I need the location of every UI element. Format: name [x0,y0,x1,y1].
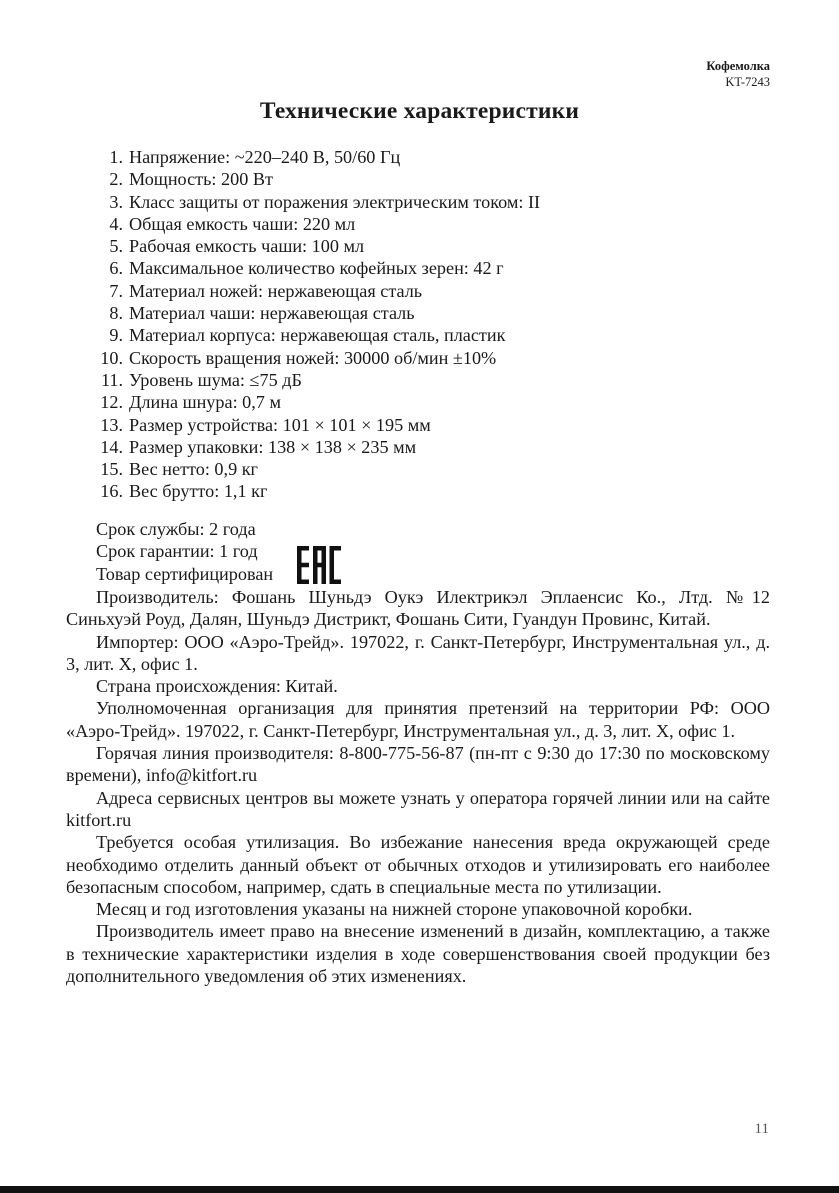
spec-text: Уровень шума: ≤75 дБ [129,369,302,390]
hotline-paragraph: Горячая линия производителя: 8-800-775-56-87 (пн-пт с 9:30 до 17:30 по московскому времени), info@kitfort.ru [66,743,770,786]
service-lifetime: Срок службы: 2 года [96,519,256,539]
spec-number: 8. [109,303,123,324]
page-title: Технические характеристики [259,98,580,124]
service-info [96,518,273,585]
spec-item [96,257,540,279]
claims-organization-paragraph: Уполномоченная организация для принятия претензий на территории РФ: ООО «Аэро-Трейд». 197022, г. Санкт-Петербург, Инструментальная ул., д. 3, лит. Х, офис 1. [66,698,770,741]
spec-item [96,414,540,436]
page-number: 11 [754,1121,769,1137]
spec-item [96,235,540,257]
spec-text: Материал корпуса: нержавеющая сталь, пластик [129,325,506,346]
spec-text: Скорость вращения ножей: 30000 об/мин ±10% [129,347,497,368]
spec-number: 7. [109,280,123,301]
warranty-period: Срок гарантии: 1 год [96,541,258,562]
spec-text: Размер упаковки: 138 × 138 × 235 мм [129,436,417,457]
spec-text: Материал чаши: нержавеющая сталь [129,303,415,324]
spec-item [96,324,540,346]
spec-item [96,168,540,190]
bottom-divider [0,1186,839,1193]
spec-item [96,191,540,213]
spec-item [96,146,540,168]
spec-number: 1. [109,147,123,167]
spec-item [96,213,540,235]
origin-paragraph: Страна происхождения: Китай. [96,676,338,697]
spec-number: 15. [100,459,123,480]
spec-item [96,302,540,324]
product-name: Кофемолка [706,59,770,73]
spec-number: 11. [100,369,123,390]
spec-text: Длина шнура: 0,7 м [129,392,281,413]
spec-item [96,458,540,480]
spec-number: 5. [109,236,123,257]
service-centers-paragraph: Адреса сервисных центров вы можете узнать у оператора горячей линии или на сайте kitfort.ru [66,787,770,830]
model-number: KT-7243 [725,75,770,89]
spec-number: 4. [109,213,123,234]
spec-number: 14. [100,436,123,457]
spec-text: Рабочая емкость чаши: 100 мл [129,236,365,257]
spec-number: 6. [109,258,123,279]
spec-list [96,146,540,503]
spec-item [96,280,540,302]
spec-number: 3. [109,191,123,212]
certification-note: Товар сертифицирован [96,563,274,584]
spec-text: Класс защиты от поражения электрическим током: II [129,191,541,212]
eac-certification-icon [296,545,342,585]
spec-number: 2. [109,169,123,190]
spec-item [96,369,540,391]
spec-text: Общая емкость чаши: 220 мл [129,213,356,234]
spec-text: Материал ножей: нержавеющая сталь [129,280,423,301]
spec-item [96,391,540,413]
spec-number: 16. [100,481,123,502]
disposal-paragraph: Требуется особая утилизация. Во избежание нанесения вреда окружающей среде необходимо отделить данный объект от обычных отходов и утилизировать его наиболее безопасным способом, например, сдать в специальные места по утилизации. [66,832,770,897]
manufacturer-paragraph: Производитель: Фошань Шуньдэ Оукэ Илектрикэл Эплаенсис Ко., Лтд. №12 Синьхуэй Роуд, Далян, Шуньдэ Дистрикт, Фошань Сити, Гуандун Провинс, Китай. [66,587,770,630]
spec-text: Мощность: 200 Вт [129,169,273,190]
spec-text: Максимальное количество кофейных зерен: 42 г [129,258,504,279]
spec-number: 10. [100,347,123,368]
importer-paragraph: Импортер: ООО «Аэро-Трейд». 197022, г. Санкт-Петербург, Инструментальная ул., д. 3, лит. Х, офис 1. [66,631,770,674]
spec-item [96,347,540,369]
manufacturer-info [66,586,770,987]
spec-number: 13. [100,414,123,435]
spec-number: 12. [100,392,123,413]
spec-text: Вес брутто: 1,1 кг [129,481,268,502]
spec-text: Вес нетто: 0,9 кг [129,459,259,480]
spec-item [96,480,540,502]
document-header [706,58,770,90]
spec-item [96,436,540,458]
spec-number: 9. [109,325,123,346]
spec-text: Напряжение: ~220–240 В, 50/60 Гц [129,147,401,167]
spec-text: Размер устройства: 101 × 101 × 195 мм [129,414,431,435]
manufacture-date-paragraph: Месяц и год изготовления указаны на нижней стороне упаковочной коробки. [96,899,693,920]
changes-notice-paragraph: Производитель имеет право на внесение изменений в дизайн, комплектацию, а также в технические характеристики изделия в ходе совершенствования своей продукции без дополнительного уведомления об этих изменениях. [66,921,770,987]
